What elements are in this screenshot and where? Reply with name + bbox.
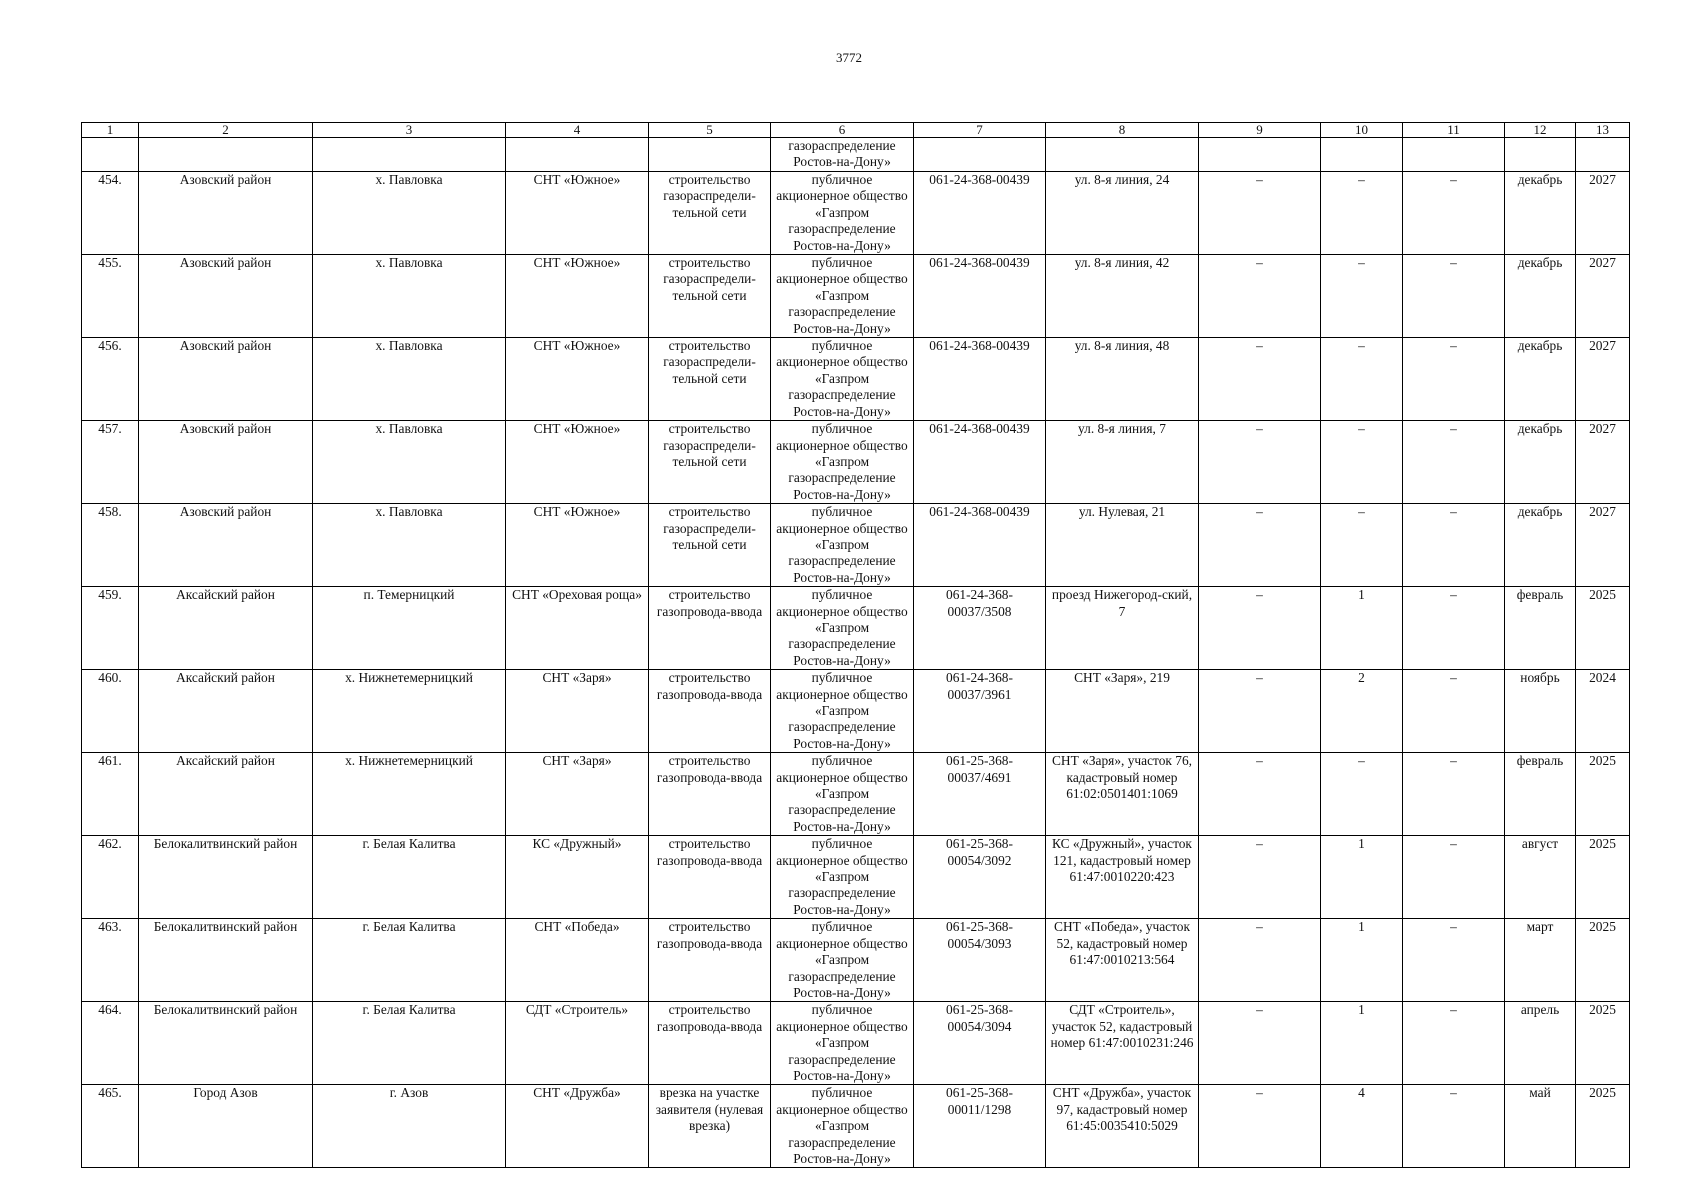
settlement <box>313 138 506 172</box>
table-row <box>82 421 1630 504</box>
work-type: врезка на участке заявителя (нулевая врезка) <box>649 1085 771 1168</box>
col-number-12: 12 <box>1505 123 1576 138</box>
col-11-value: – <box>1403 919 1505 1002</box>
settlement: х. Павловка <box>313 504 506 587</box>
work-type: строительство газопровода-ввода <box>649 836 771 919</box>
object-name: СНТ «Южное» <box>506 338 649 421</box>
year: 2027 <box>1576 421 1630 504</box>
settlement: х. Нижнетемерницкий <box>313 753 506 836</box>
month: декабрь <box>1505 255 1576 338</box>
executor: публичное акционерное общество «Газпром газораспределение Ростов-на-Дону» <box>771 172 914 255</box>
executor: публичное акционерное общество «Газпром газораспределение Ростов-на-Дону» <box>771 504 914 587</box>
col-9-value: – <box>1199 421 1321 504</box>
address: ул. 8-я линия, 7 <box>1046 421 1199 504</box>
col-9-value: – <box>1199 1085 1321 1168</box>
col-10-value: 2 <box>1321 670 1403 753</box>
col-10-value: 1 <box>1321 587 1403 670</box>
work-type: строительство газопровода-ввода <box>649 1002 771 1085</box>
table-row <box>82 587 1630 670</box>
table-row <box>82 338 1630 421</box>
year <box>1576 138 1630 172</box>
application-number: 061-24-368-00439 <box>914 255 1046 338</box>
year: 2025 <box>1576 919 1630 1002</box>
row-number: 463. <box>82 919 139 1002</box>
application-number: 061-25-368-00054/3094 <box>914 1002 1046 1085</box>
district: Белокалитвинский район <box>139 1002 313 1085</box>
district: Аксайский район <box>139 587 313 670</box>
table-row <box>82 1002 1630 1085</box>
col-number-7: 7 <box>914 123 1046 138</box>
application-number: 061-25-368-00054/3092 <box>914 836 1046 919</box>
object-name: СНТ «Заря» <box>506 753 649 836</box>
address: СНТ «Заря», участок 76, кадастровый номер 61:02:0501401:1069 <box>1046 753 1199 836</box>
month: ноябрь <box>1505 670 1576 753</box>
col-10-value: – <box>1321 338 1403 421</box>
col-11-value: – <box>1403 421 1505 504</box>
application-number: 061-24-368-00037/3508 <box>914 587 1046 670</box>
col-number-6: 6 <box>771 123 914 138</box>
work-type: строительство газопровода-ввода <box>649 919 771 1002</box>
district: Азовский район <box>139 421 313 504</box>
col-number-5: 5 <box>649 123 771 138</box>
address: ул. 8-я линия, 48 <box>1046 338 1199 421</box>
executor: публичное акционерное общество «Газпром газораспределение Ростов-на-Дону» <box>771 670 914 753</box>
application-number: 061-24-368-00439 <box>914 504 1046 587</box>
executor: публичное акционерное общество «Газпром газораспределение Ростов-на-Дону» <box>771 753 914 836</box>
year: 2025 <box>1576 1002 1630 1085</box>
settlement: п. Темерницкий <box>313 587 506 670</box>
year: 2027 <box>1576 504 1630 587</box>
col-9-value: – <box>1199 504 1321 587</box>
district: Аксайский район <box>139 753 313 836</box>
work-type: строительство газораспредели-тельной сети <box>649 421 771 504</box>
district: Азовский район <box>139 172 313 255</box>
col-10-value: – <box>1321 255 1403 338</box>
application-number: 061-25-368-00054/3093 <box>914 919 1046 1002</box>
settlement: х. Павловка <box>313 421 506 504</box>
month <box>1505 138 1576 172</box>
executor: публичное акционерное общество «Газпром газораспределение Ростов-на-Дону» <box>771 1085 914 1168</box>
month: декабрь <box>1505 338 1576 421</box>
col-11-value: – <box>1403 172 1505 255</box>
district: Азовский район <box>139 255 313 338</box>
month: февраль <box>1505 587 1576 670</box>
district: Город Азов <box>139 1085 313 1168</box>
year: 2024 <box>1576 670 1630 753</box>
object-name: КС «Дружный» <box>506 836 649 919</box>
row-number: 465. <box>82 1085 139 1168</box>
application-number: 061-25-368-00037/4691 <box>914 753 1046 836</box>
col-9-value: – <box>1199 172 1321 255</box>
table-row <box>82 504 1630 587</box>
col-number-13: 13 <box>1576 123 1630 138</box>
col-9-value: – <box>1199 836 1321 919</box>
executor: публичное акционерное общество «Газпром газораспределение Ростов-на-Дону» <box>771 338 914 421</box>
col-10-value: 1 <box>1321 919 1403 1002</box>
work-type: строительство газораспредели-тельной сети <box>649 172 771 255</box>
table-row <box>82 919 1630 1002</box>
col-9-value: – <box>1199 338 1321 421</box>
year: 2025 <box>1576 753 1630 836</box>
district: Белокалитвинский район <box>139 836 313 919</box>
column-number-row <box>82 123 1630 138</box>
month: декабрь <box>1505 172 1576 255</box>
object-name: СНТ «Южное» <box>506 255 649 338</box>
settlement: х. Павловка <box>313 172 506 255</box>
col-11-value: – <box>1403 836 1505 919</box>
col-10-value: – <box>1321 753 1403 836</box>
col-number-2: 2 <box>139 123 313 138</box>
work-type: строительство газопровода-ввода <box>649 587 771 670</box>
row-number: 456. <box>82 338 139 421</box>
gasification-table <box>81 122 1630 1168</box>
row-number: 461. <box>82 753 139 836</box>
object-name: СНТ «Победа» <box>506 919 649 1002</box>
col-9-value: – <box>1199 670 1321 753</box>
executor: публичное акционерное общество «Газпром газораспределение Ростов-на-Дону» <box>771 587 914 670</box>
address: СНТ «Дружба», участок 97, кадастровый номер 61:45:0035410:5029 <box>1046 1085 1199 1168</box>
executor: публичное акционерное общество «Газпром газораспределение Ростов-на-Дону» <box>771 255 914 338</box>
executor: публичное акционерное общество «Газпром газораспределение Ростов-на-Дону» <box>771 421 914 504</box>
settlement: г. Белая Калитва <box>313 919 506 1002</box>
col-10-value: 1 <box>1321 836 1403 919</box>
month: март <box>1505 919 1576 1002</box>
month: май <box>1505 1085 1576 1168</box>
col-number-3: 3 <box>313 123 506 138</box>
month: декабрь <box>1505 504 1576 587</box>
object-name: СНТ «Заря» <box>506 670 649 753</box>
settlement: г. Азов <box>313 1085 506 1168</box>
col-9-value <box>1199 138 1321 172</box>
row-number: 458. <box>82 504 139 587</box>
work-type: строительство газораспредели-тельной сети <box>649 504 771 587</box>
col-number-11: 11 <box>1403 123 1505 138</box>
application-number <box>914 138 1046 172</box>
address <box>1046 138 1199 172</box>
district: Азовский район <box>139 504 313 587</box>
row-number: 464. <box>82 1002 139 1085</box>
col-11-value: – <box>1403 504 1505 587</box>
col-9-value: – <box>1199 255 1321 338</box>
address: СНТ «Заря», 219 <box>1046 670 1199 753</box>
row-number: 457. <box>82 421 139 504</box>
address: ул. 8-я линия, 42 <box>1046 255 1199 338</box>
district: Белокалитвинский район <box>139 919 313 1002</box>
page-number: 3772 <box>836 50 862 65</box>
settlement: х. Павловка <box>313 338 506 421</box>
executor: газораспределение Ростов-на-Дону» <box>771 138 914 172</box>
work-type <box>649 138 771 172</box>
year: 2025 <box>1576 1085 1630 1168</box>
col-number-9: 9 <box>1199 123 1321 138</box>
table-row <box>82 670 1630 753</box>
object-name <box>506 138 649 172</box>
month: август <box>1505 836 1576 919</box>
col-number-10: 10 <box>1321 123 1403 138</box>
object-name: СНТ «Южное» <box>506 421 649 504</box>
row-number <box>82 138 139 172</box>
col-number-1: 1 <box>82 123 139 138</box>
settlement: х. Павловка <box>313 255 506 338</box>
row-number: 454. <box>82 172 139 255</box>
month: февраль <box>1505 753 1576 836</box>
district <box>139 138 313 172</box>
application-number: 061-24-368-00439 <box>914 172 1046 255</box>
col-11-value <box>1403 138 1505 172</box>
district: Аксайский район <box>139 670 313 753</box>
year: 2027 <box>1576 255 1630 338</box>
settlement: г. Белая Калитва <box>313 1002 506 1085</box>
object-name: СНТ «Южное» <box>506 172 649 255</box>
object-name: СНТ «Ореховая роща» <box>506 587 649 670</box>
col-10-value: – <box>1321 504 1403 587</box>
month: декабрь <box>1505 421 1576 504</box>
executor: публичное акционерное общество «Газпром газораспределение Ростов-на-Дону» <box>771 919 914 1002</box>
col-11-value: – <box>1403 670 1505 753</box>
application-number: 061-25-368-00011/1298 <box>914 1085 1046 1168</box>
col-10-value: – <box>1321 172 1403 255</box>
col-11-value: – <box>1403 338 1505 421</box>
continuation-row <box>82 138 1630 172</box>
address: ул. 8-я линия, 24 <box>1046 172 1199 255</box>
address: проезд Нижегород-ский, 7 <box>1046 587 1199 670</box>
col-11-value: – <box>1403 1085 1505 1168</box>
col-number-4: 4 <box>506 123 649 138</box>
table-row <box>82 753 1630 836</box>
month: апрель <box>1505 1002 1576 1085</box>
row-number: 459. <box>82 587 139 670</box>
application-number: 061-24-368-00439 <box>914 421 1046 504</box>
row-number: 460. <box>82 670 139 753</box>
col-9-value: – <box>1199 919 1321 1002</box>
settlement: х. Нижнетемерницкий <box>313 670 506 753</box>
application-number: 061-24-368-00439 <box>914 338 1046 421</box>
district: Азовский район <box>139 338 313 421</box>
address: ул. Нулевая, 21 <box>1046 504 1199 587</box>
work-type: строительство газораспредели-тельной сети <box>649 338 771 421</box>
address: СДТ «Строитель», участок 52, кадастровый номер 61:47:0010231:246 <box>1046 1002 1199 1085</box>
settlement: г. Белая Калитва <box>313 836 506 919</box>
row-number: 462. <box>82 836 139 919</box>
address: СНТ «Победа», участок 52, кадастровый номер 61:47:0010213:564 <box>1046 919 1199 1002</box>
address: КС «Дружный», участок 121, кадастровый номер 61:47:0010220:423 <box>1046 836 1199 919</box>
table-row <box>82 172 1630 255</box>
table-row <box>82 255 1630 338</box>
executor: публичное акционерное общество «Газпром газораспределение Ростов-на-Дону» <box>771 836 914 919</box>
col-number-8: 8 <box>1046 123 1199 138</box>
row-number: 455. <box>82 255 139 338</box>
col-11-value: – <box>1403 1002 1505 1085</box>
executor: публичное акционерное общество «Газпром газораспределение Ростов-на-Дону» <box>771 1002 914 1085</box>
table-row <box>82 1085 1630 1168</box>
col-10-value: – <box>1321 421 1403 504</box>
col-10-value: 4 <box>1321 1085 1403 1168</box>
work-type: строительство газораспредели-тельной сети <box>649 255 771 338</box>
work-type: строительство газопровода-ввода <box>649 670 771 753</box>
year: 2025 <box>1576 836 1630 919</box>
col-11-value: – <box>1403 753 1505 836</box>
object-name: СДТ «Строитель» <box>506 1002 649 1085</box>
col-11-value: – <box>1403 587 1505 670</box>
col-11-value: – <box>1403 255 1505 338</box>
work-type: строительство газопровода-ввода <box>649 753 771 836</box>
col-9-value: – <box>1199 587 1321 670</box>
year: 2025 <box>1576 587 1630 670</box>
col-9-value: – <box>1199 753 1321 836</box>
col-9-value: – <box>1199 1002 1321 1085</box>
object-name: СНТ «Южное» <box>506 504 649 587</box>
col-10-value <box>1321 138 1403 172</box>
table-row <box>82 836 1630 919</box>
object-name: СНТ «Дружба» <box>506 1085 649 1168</box>
application-number: 061-24-368-00037/3961 <box>914 670 1046 753</box>
year: 2027 <box>1576 172 1630 255</box>
col-10-value: 1 <box>1321 1002 1403 1085</box>
year: 2027 <box>1576 338 1630 421</box>
